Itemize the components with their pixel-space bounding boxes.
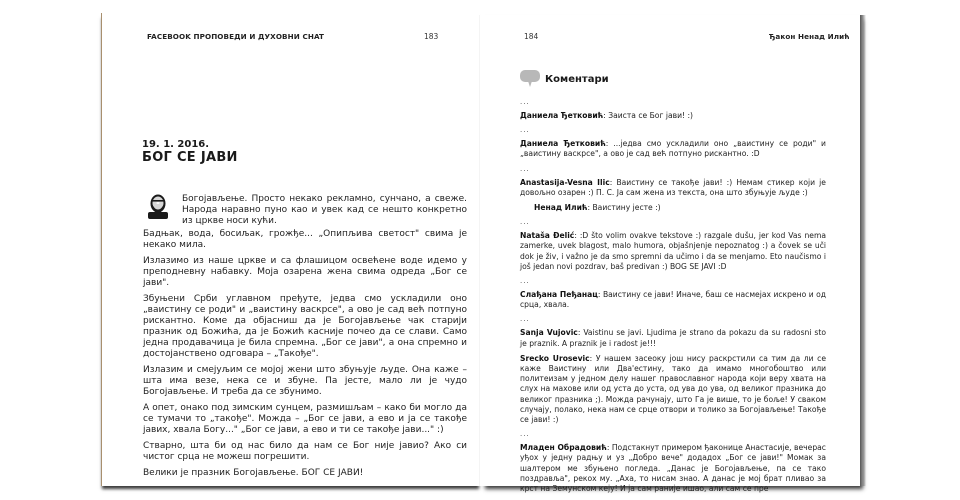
comment-text: Заиста се Бог јави! :) [608,111,694,120]
running-head: FACEBOOK ПРОПОВЕДИ И ДУХОВНИ CHAT [147,32,325,41]
comment-text: :D što volim ovakve tekstove :) razgale dušu, jer kod Vas nema zamerke, uvek blagost, malo humora, objašnjenje nepoznatog :) a čovek se uči dok je živ, i važno je da smo spremni da učimo i da se menjamo. Eto naučismo i još jedan novi pozdrav, baš predivan :) BOG SE JAVI :D [520,231,826,271]
comment: Srecko Urosevic: У нашем засеоку још нису раскрстили са тим да ли се каже Ваистину или Два'естину, тако да имамо многобоштво или политеизам у једном делу нашег православног народа који веру хвата на слух на махове или од уста до уста, од ува до ува, од великог празника до великог празника ;). Можда рачунају, што Га је више, то је боље! У сваком случају, полако, нека нам се срце отвори и толико за Богојављење! Такође се јави! :) [520,353,826,425]
post-date: 19. 1. 2016. [142,139,210,150]
paragraph: Бадњак, вода, босиљак, грожђе... „Опипљива светост" свима је некако мила. [143,229,467,250]
divider-dots: ... [520,98,530,106]
comment-author: Srecko Urosevic [520,353,590,363]
left-page [101,13,480,486]
comment: Слађана Пеђанац: Ваистину се јави! Иначе, баш се насмејах искрено и од срца, хвала. [520,290,826,310]
paragraph: Излазимо из наше цркве и са флашицом освећене воде идемо у преподневну набавку. Моја озарена жена свима одреда „Бог се јави". [143,256,467,288]
paragraph: Излазим и смејуљим се мојој жени што збуњује људе. Она каже – шта има везе, нека се и збуне. Па јесте, мало ли је чудо Богојављење. И треба да се збунимо. [143,365,467,397]
running-head: Ђакон Ненад Илић [769,32,850,41]
comment-author: Даниела Ђетковић [520,139,606,149]
post-title: БОГ СЕ ЈАВИ [142,150,238,165]
comment-author: Nataša Đelić [520,231,575,241]
divider-dots: ... [520,277,530,286]
comment-author: Слађана Пеђанац [520,290,598,300]
divider-dots: ... [520,218,530,227]
divider-dots: ... [520,126,530,135]
comment-text: Ваистину се такође јави! :) Немам стикер који је довољно озарен :) П. С. Ја сам жена из текста, она што збуњује људе :) [520,177,826,197]
comment: Sanja Vujovic: Vaistinu se javi. Ljudima je strano da pokazu da su radosni sto je praznik. A praznik je i radost je!!! [520,328,826,348]
comment-author: Sanja Vujovic [520,328,578,338]
comment-author: Ненад Илић [534,203,588,213]
post-body [143,229,467,484]
divider-dots: ... [520,164,530,173]
paragraph: Стварно, шта би од нас било да нам се Бог није јавио? Ако си чистог срца не можеш погрешити. [143,441,467,462]
page-number: 183 [424,32,439,41]
comment-author: Младен Обрадовић [520,443,607,453]
page-number: 184 [524,32,539,41]
comment: Даниела Ђетковић: ...једва смо ускладили оно „ваистину се роди" и „ваистину васкрсе", а ово је сад већ потпуно рискантно. :D [520,139,826,159]
divider-dots: ... [520,315,530,324]
comments-title: Коментари [545,73,609,85]
paragraph: А опет, онако под зимским сунцем, размишљам – како би могло да се тумачи то „такође". Можда – „Бог се јави, а ево и ја се такође јавих, хвала Богу..." „Бог се јави, а ево и ти се такође јави..." :) [143,403,467,435]
comment-text: Ваистину се јави! Иначе, баш се насмејах искрено и од срца, хвала. [520,290,826,310]
paragraph: Збуњени Срби углавном пређуте, једва смо ускладили оно „ваистину се роди" и „ваистину васкрсе", а ово је сад већ потпуно рискантно. Коме да објасниш да је Богојављење чак старији празник од Божића, да је Божић касније почео да се слави. Само једна продавачица је била спремна. „Бог се јави", а она спремно и достојанствено одговара – „Такође". [143,294,467,359]
comment-text: Vaistinu se javi. Ljudima je strano da pokazu da su radosni sto je praznik. A praznik je i radost je!!! [520,328,826,348]
comment: Младен Обрадовић: Подстакнут примером ђаконице Анастасије, вечерас уђох у једну радњу и уз „Добро вече" додадох „Бог се јави!" Момак за шалтером ме збуњено погледа. „Данас је Богојављење, па се тако поздравља", рекох му. „Аха, то нисам знао. А данас је мој брат пливао за крст на Земунском кеју! И ја сам раније ишао, али сам се пре [520,443,826,494]
comment: Nataša Đelić: :D što volim ovakve tekstove :) razgale dušu, jer kod Vas nema zamerke, uvek blagost, malo humora, objašnjenje nepoznatog :) a čovek se uči dok je živ, i važno je da smo spremni da učimo i da se menjamo. Eto naučismo i još jedan novi pozdrav, baš predivan :) BOG SE JAVI :D [520,231,826,271]
paragraph: Велики је празник Богојављење. БОГ СЕ ЈАВИ! [143,468,364,478]
bearded-priest-avatar-icon [147,194,169,219]
comment-text: Подстакнут примером ђаконице Анастасије, вечерас уђох у једну радњу и уз „Добро вече" додадох „Бог се јави!" Момак за шалтером ме збуњено погледа. „Данас је Богојављење, па се тако поздравља", рекох му. „Аха, то нисам знао. А данас је мој брат пливао за крст на Земунском кеју! И ја сам раније ишао, али сам се пре [520,443,826,494]
right-page [480,15,860,494]
comment-author: Anastasija-Vesna Ilic [520,177,610,187]
comment-reply: Ненад Илић: Ваистину јесте :) [534,203,661,213]
lead-paragraph: Богојављење. Просто некако рекламно, сунчано, а свеже. Народа наравно пуно као и увек кад се нешто конкретно из цркве носи кући. [182,194,467,226]
comment: Даниела Ђетковић: Заиста се Бог јави! :) [520,111,694,120]
comment-author: Даниела Ђетковић [520,111,604,120]
comment-text: У нашем засеоку још нису раскрстили са тим да ли се каже Ваистину или Два'естину, тако да имамо многобоштво или политеизам у једном делу нашег православног народа који веру хвата на слух на махове или од уста до уста, од ува до ува, од великог празника до великог празника ;). Можда рачунају, што Га је више, то је боље! У сваком случају, полако, нека нам се срце отвори и толико за Богојављење! Такође се јави! :) [520,353,826,425]
divider-dots: ... [520,430,530,439]
comments-header [520,70,609,88]
speech-bubble-icon [520,70,540,88]
comment-text: ...једва смо ускладили оно „ваистину се роди" и „ваистину васкрсе", а ово је сад већ потпуно рискантно. :D [520,139,826,159]
comment-text: Ваистину јесте :) [592,203,661,213]
comments-list [520,96,826,499]
comment: Anastasija-Vesna Ilic: Ваистину се такође јави! :) Немам стикер који је довољно озарен :) П. С. Ја сам жена из текста, она што збуњује људе :) [520,177,826,197]
